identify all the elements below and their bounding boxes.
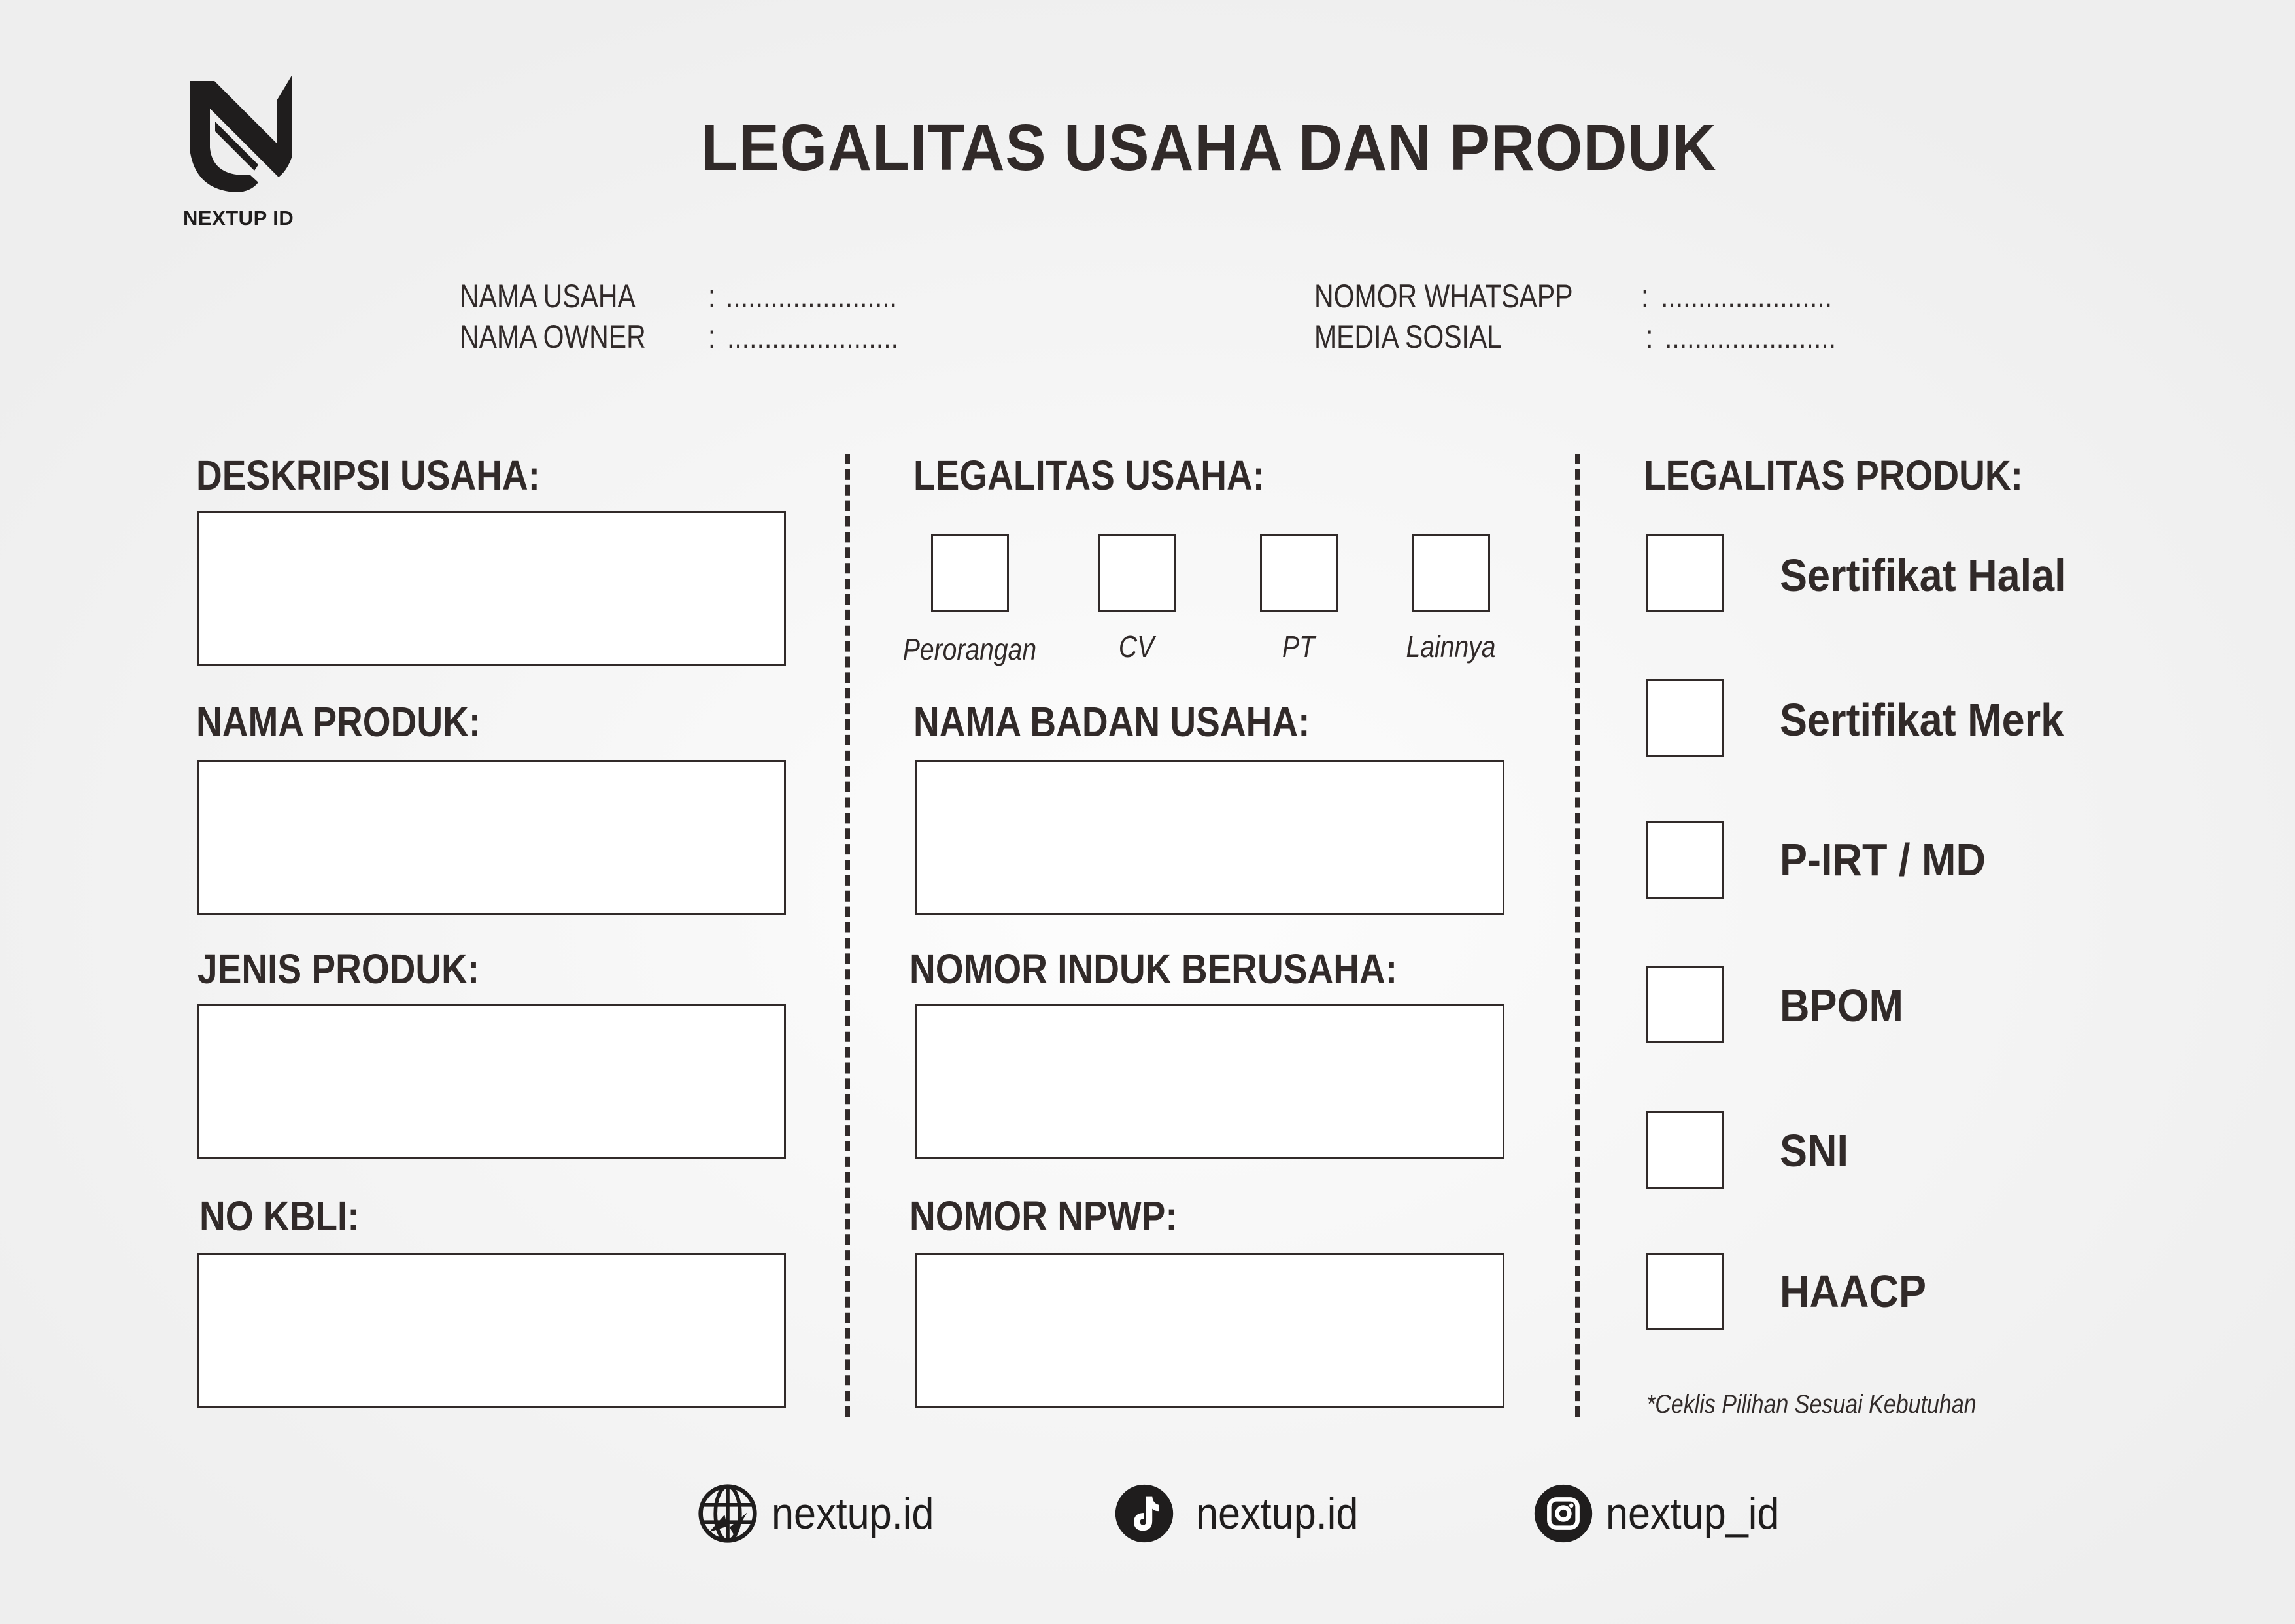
info-label-media-sosial: MEDIA SOSIAL <box>1314 318 1503 355</box>
deskripsi-usaha-box[interactable] <box>197 511 786 666</box>
info-sep: : <box>708 318 716 355</box>
nama-owner-field[interactable]: ....................... <box>727 318 899 355</box>
nama-produk-box[interactable] <box>197 760 786 915</box>
column-divider <box>845 454 850 1417</box>
option-label-pirt-md: P-IRT / MD <box>1780 834 1986 885</box>
nomor-whatsapp-field[interactable]: ....................... <box>1661 278 1833 314</box>
checkbox-perorangan[interactable] <box>931 534 1009 612</box>
tiktok-icon <box>1114 1483 1175 1544</box>
tiktok-text: nextup.id <box>1196 1489 1359 1538</box>
globe-icon <box>697 1483 758 1544</box>
checkbox-lainnya[interactable] <box>1412 534 1490 612</box>
jenis-produk-label: JENIS PRODUK: <box>197 945 480 992</box>
info-label-nama-owner: NAMA OWNER <box>460 318 646 355</box>
info-label-nama-usaha: NAMA USAHA <box>460 278 636 314</box>
footnote: *Ceklis Pilihan Sesuai Kebutuhan <box>1646 1390 1977 1419</box>
option-label-cv: CV <box>1118 630 1155 664</box>
option-label-sni: SNI <box>1780 1125 1849 1176</box>
nama-badan-usaha-box[interactable] <box>915 760 1504 915</box>
footer-item-website[interactable] <box>697 1483 952 1544</box>
option-label-bpom: BPOM <box>1780 980 1903 1031</box>
checkbox-bpom[interactable] <box>1646 966 1724 1043</box>
nomor-induk-berusaha-box[interactable] <box>915 1004 1504 1159</box>
info-sep: : <box>1646 318 1654 355</box>
checkbox-sni[interactable] <box>1646 1111 1724 1189</box>
option-label-sertifikat-merk: Sertifikat Merk <box>1780 694 2064 745</box>
option-label-sertifikat-halal: Sertifikat Halal <box>1780 550 2066 601</box>
page-title: LEGALITAS USAHA DAN PRODUK <box>701 111 1717 184</box>
option-label-lainnya: Lainnya <box>1406 630 1496 664</box>
instagram-text: nextup_id <box>1606 1489 1780 1538</box>
legalitas-produk-label: LEGALITAS PRODUK: <box>1644 452 2023 499</box>
instagram-icon <box>1533 1483 1594 1544</box>
column-divider <box>1575 454 1580 1417</box>
deskripsi-usaha-label: DESKRIPSI USAHA: <box>196 452 540 499</box>
no-kbli-label: NO KBLI: <box>199 1193 360 1240</box>
checkbox-sertifikat-halal[interactable] <box>1646 534 1724 612</box>
checkbox-cv[interactable] <box>1098 534 1176 612</box>
jenis-produk-box[interactable] <box>197 1004 786 1159</box>
nomor-npwp-box[interactable] <box>915 1253 1504 1408</box>
option-label-haacp: HAACP <box>1780 1266 1927 1317</box>
website-text: nextup.id <box>772 1489 934 1538</box>
checkbox-pt[interactable] <box>1260 534 1338 612</box>
option-label-perorangan: Perorangan <box>902 632 1037 666</box>
checkbox-sertifikat-merk[interactable] <box>1646 679 1724 757</box>
option-label-pt: PT <box>1282 630 1315 664</box>
legalitas-usaha-label: LEGALITAS USAHA: <box>913 452 1265 499</box>
nomor-npwp-label: NOMOR NPWP: <box>910 1193 1178 1240</box>
nama-produk-label: NAMA PRODUK: <box>196 698 481 745</box>
brand-name: NEXTUP ID <box>183 207 294 229</box>
checkbox-pirt-md[interactable] <box>1646 821 1724 899</box>
info-sep: : <box>708 278 716 314</box>
nama-badan-usaha-label: NAMA BADAN USAHA: <box>913 698 1310 745</box>
no-kbli-box[interactable] <box>197 1253 786 1408</box>
footer-item-instagram[interactable] <box>1533 1483 1799 1544</box>
media-sosial-field[interactable]: ....................... <box>1665 318 1837 355</box>
info-sep: : <box>1641 278 1649 314</box>
nama-usaha-field[interactable]: ....................... <box>726 278 898 314</box>
info-label-nomor-whatsapp: NOMOR WHATSAPP <box>1314 278 1573 314</box>
nextup-logo-icon <box>190 76 295 194</box>
checkbox-haacp[interactable] <box>1646 1253 1724 1330</box>
nomor-induk-berusaha-label: NOMOR INDUK BERUSAHA: <box>910 945 1398 992</box>
footer-item-tiktok[interactable] <box>1114 1483 1376 1544</box>
logo <box>183 76 307 239</box>
